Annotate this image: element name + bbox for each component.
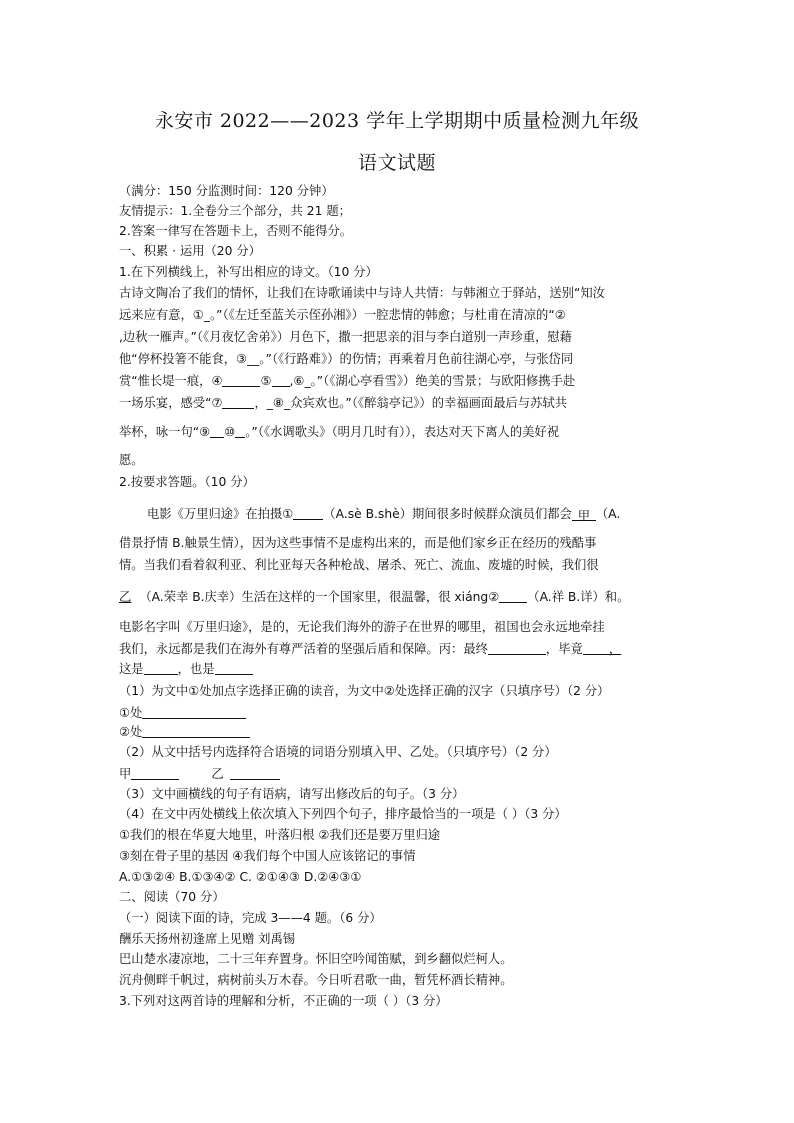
- section1-heading: 一、积累 · 运用（20 分）: [119, 244, 261, 258]
- answer-blank[interactable]: [230, 767, 280, 780]
- q2-text: ，也是: [177, 662, 215, 676]
- answer-blank[interactable]: [583, 642, 609, 655]
- q2-choices: A.①③②④ B.①③④② C. ②①④③ D.②④③①: [119, 870, 362, 884]
- answer-blank[interactable]: [215, 662, 253, 675]
- answer-blank[interactable]: [144, 662, 178, 675]
- answer-blank[interactable]: [272, 374, 290, 387]
- q2-text: 我们，永远都是我们在海外有尊严活着的坚强后盾和保障。丙：最终: [119, 642, 488, 656]
- q2-passage-line: [147, 506, 707, 523]
- answer-label: 乙: [211, 767, 224, 781]
- answer-blank[interactable]: [293, 507, 323, 520]
- tip-line-2: 2.答案一律写在答题卡上，否则不能得分。: [119, 224, 353, 238]
- q1-line: 愿。: [119, 453, 144, 467]
- q2-passage-line: [119, 661, 679, 678]
- q2-text: （A.祥 B.详）和。: [527, 590, 630, 604]
- q1-line: ,边秋一雁声。”（《月夜忆舍弟》）月色下，撒一把思亲的泪与李白道别一声珍重，慰藉: [119, 330, 572, 344]
- exam-subtitle: 语文试题: [357, 152, 436, 174]
- q2-text: ，: [608, 642, 622, 656]
- q1-text: ,⑥_。”（《湖心亭看雪》）绝美的雪景；与欧阳修携手赴: [289, 374, 576, 388]
- q1-text: ⑤: [260, 374, 272, 388]
- answer-blank[interactable]: [499, 590, 527, 603]
- q2-text: （A.: [595, 507, 621, 521]
- answer-blank[interactable]: [131, 767, 179, 780]
- q2-text: ，毕竟: [545, 642, 583, 656]
- q2-passage-line: 借景抒情 B.触景生情），因为这些事情不是虚构出来的，而是他们家乡正在经历的残酷事: [119, 536, 597, 550]
- answer-label: ②处: [119, 725, 143, 739]
- q3-stem: 3.下列对这两首诗的理解和分析，不正确的一项（ ）（3 分）: [119, 994, 448, 1008]
- q2-sub1-answer: [119, 705, 679, 722]
- q1-line: 古诗文陶冶了我们的情怀，让我们在诗歌诵读中与诗人共情：与韩湘立于驿站，送别“知汝: [119, 286, 605, 300]
- answer-blank[interactable]: [142, 706, 246, 719]
- q2-options: ③刻在骨子里的基因 ④我们每个中国人应该铭记的事情: [119, 849, 416, 863]
- q1-line: 远来应有意，①_。”（《左迁至蓝关示侄孙湘》）一腔悲情的韩愈；与杜甫在清凉的“②: [119, 308, 566, 322]
- answer-blank[interactable]: [222, 374, 260, 387]
- score-info: （满分：150 分监测时间：120 分钟）: [119, 184, 334, 198]
- q2-sub2: （2）从文中括号内选择符合语境的词语分别填入甲、乙处。（只填序号）（2 分）: [119, 745, 557, 759]
- q2-sub1-answer: [119, 724, 679, 741]
- poem-line: 沉舟侧畔千帆过，病树前头万木春。今日听君歌一曲，暂凭杯酒长精神。: [119, 973, 513, 987]
- blank-jia[interactable]: [572, 508, 596, 521]
- blank-label: 甲: [577, 509, 591, 523]
- q2-passage-line: 情。当我们看着叙利亚、利比亚每天各种枪战、屠杀、死亡、流血、废墟的时候，我们很: [119, 558, 599, 572]
- q1-line: [119, 424, 679, 441]
- answer-blank[interactable]: [488, 642, 546, 655]
- answer-blank[interactable]: [222, 396, 254, 409]
- q1-stem: 1.在下列横线上，补写出相应的诗文。（10 分）: [119, 265, 378, 279]
- q2-sub1: （1）为文中①处加点字选择正确的读音，为文中②处选择正确的汉字（只填序号）（2 分）: [119, 684, 610, 698]
- q2-stem: 2.按要求答题。（10 分）: [119, 475, 255, 489]
- answer-label: ①处: [119, 706, 143, 720]
- answer-blank[interactable]: [142, 725, 250, 738]
- q2-passage-line: [119, 589, 679, 606]
- answer-blank[interactable]: [235, 425, 245, 438]
- q1-text: ，_⑧_众宾欢也。”（《醉翁亭记》）的幸福画面最后与苏轼共: [254, 396, 567, 410]
- q2-text: 这是: [119, 662, 144, 676]
- answer-blank[interactable]: [210, 425, 224, 438]
- q1-line: [119, 373, 679, 390]
- q1-text: 赏“惟长堤一痕，④: [119, 374, 223, 388]
- tip-line-1: 友情提示：1.全卷分三个部分，共 21 题；: [119, 204, 351, 218]
- section2-heading: 二、阅读（70 分）: [119, 890, 225, 904]
- q1-line: 他“停杯投箸不能食，③__。”（《行路难》）的伤情；再乘着月色前往湖心亭，与张岱同: [119, 352, 574, 366]
- poem-title: 酬乐天扬州初逢席上见赠 刘禹锡: [119, 932, 296, 946]
- q1-text: 举杯，咏一句“⑨: [119, 425, 211, 439]
- q2-text: （A.sè B.shè）期间很多时候群众演员们都会: [323, 507, 572, 521]
- q2-passage-line: [119, 641, 679, 658]
- q2-sub2-answer: [119, 766, 679, 783]
- q1-text: 。”（《水调歌头》（明月几时有）），表达对天下离人的美好祝: [245, 425, 560, 439]
- q2-text: 电影《万里归途》在拍摄①: [147, 507, 294, 521]
- q1-line: [119, 395, 679, 412]
- q2-text: （A.荣幸 B.庆幸）生活在这样的一个国家里，很温馨，很 xiáng②: [139, 590, 500, 604]
- poem-line: 巴山楚水凄凉地，二十三年弃置身。怀旧空吟闻笛赋，到乡翻似烂柯人。: [119, 952, 513, 966]
- q2-options: ①我们的根在华夏大地里，叶落归根 ②我们还是要万里归途: [119, 828, 441, 842]
- q2-sub3: （3）文中画横线的句子有语病，请写出修改后的句子。（3 分）: [119, 787, 465, 801]
- blank-yi: 乙: [119, 590, 132, 604]
- answer-label: 甲: [119, 767, 132, 781]
- q1-text: ⑩: [224, 425, 236, 439]
- exam-title: 永安市 2022——2023 学年上学期期中质量检测九年级: [154, 110, 640, 132]
- q1-text: 一场乐宴，感受“⑦: [119, 396, 223, 410]
- q2-passage-line: 电影名字叫《万里归途》，是的，无论我们海外的游子在世界的哪里，祖国也会永远地牵挂: [119, 620, 605, 634]
- q2-sub4: （4）在文中丙处横线上依次填入下列四个句子，排序最恰当的一项是（ ）（3 分）: [119, 807, 567, 821]
- reading-part1: （一）阅读下面的诗，完成 3——4 题。（6 分）: [119, 911, 382, 925]
